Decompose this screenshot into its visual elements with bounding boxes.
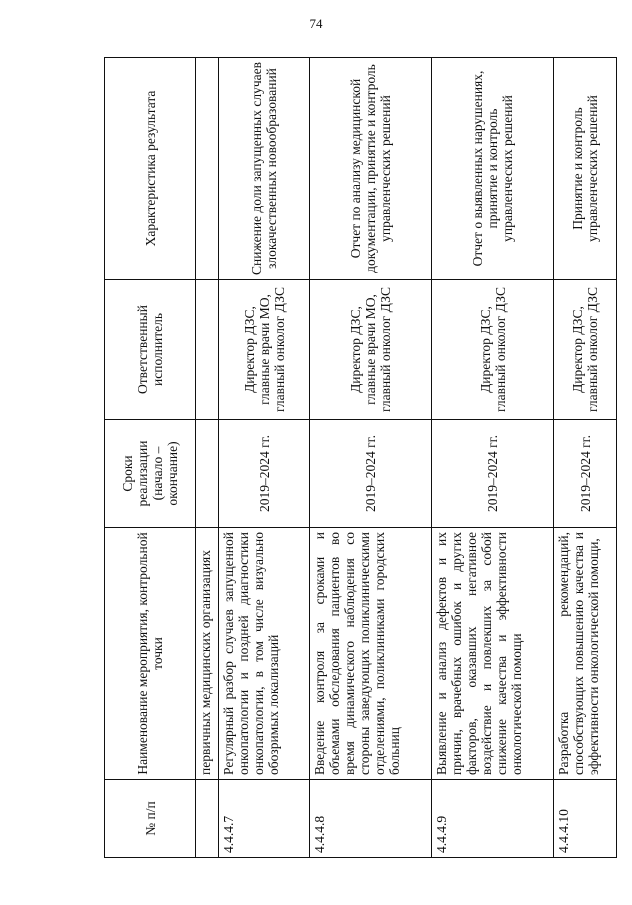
table-row: [432, 58, 554, 858]
table-row-continuation: [196, 58, 219, 858]
cell-dates: 2019–2024 гг.: [554, 420, 617, 528]
table-row: [219, 58, 310, 858]
cell-dates: 2019–2024 гг.: [310, 420, 432, 528]
page-number: 74: [309, 16, 323, 31]
header-result: Характеристика результата: [105, 58, 196, 280]
cell-num: 4.4.4.9: [432, 780, 554, 858]
cell-responsible: Директор ДЗС, главный онколог ДЗС: [432, 280, 554, 420]
cell-result: Отчет по анализу медицинской документации, принятие и контроль управленческих решений: [310, 58, 432, 280]
cell-result: Отчет о выявленных нарушениях, принятие и контроль управленческих решений: [432, 58, 554, 280]
cell-num: 4.4.4.10: [554, 780, 617, 858]
cell-responsible: Директор ДЗС, главный онколог ДЗС: [554, 280, 617, 420]
header-num: № п/п: [105, 780, 196, 858]
cell-dates: 2019–2024 гг.: [219, 420, 310, 528]
table-row: [554, 58, 617, 858]
cell-responsible: Директор ДЗС, главные врачи МО, главный онколог ДЗС: [310, 280, 432, 420]
header-dates: Сроки реализации (начало – окончание): [105, 420, 196, 528]
cell-name: Разработка рекомендаций, способствующих повышению качества и эффективности онкологической помощи,: [554, 528, 617, 780]
cell-dates: [196, 420, 219, 528]
cell-num: 4.4.4.8: [310, 780, 432, 858]
cell-responsible: [196, 280, 219, 420]
cell-name: Введение контроля за сроками и объемами обследования пациентов во время динамического наблюдения со стороны заведующих поликлиническими отделениями, поликлиниками городских больниц: [310, 528, 432, 780]
cell-name: Выявление и анализ дефектов и их причин, врачебных ошибок и других факторов, оказавших негативное воздействие и повлекших за собой снижение качества и эффективности онкологической помощи: [432, 528, 554, 780]
cell-result: Принятие и контроль управленческих решений: [554, 58, 617, 280]
cell-dates: 2019–2024 гг.: [432, 420, 554, 528]
measures-table: [104, 57, 617, 858]
header-responsible: Ответственный исполнитель: [105, 280, 196, 420]
cell-num: [196, 780, 219, 858]
cell-name: Регулярный разбор случаев запущенной онкопатологии и поздней диагностики онкопатологии, в том числе визуально обозримых локализаций: [219, 528, 310, 780]
header-name: Наименование мероприятия, контрольной точки: [105, 528, 196, 780]
cell-name: первичных медицинских организациях: [196, 528, 219, 780]
cell-result: [196, 58, 219, 280]
cell-num: 4.4.4.7: [219, 780, 310, 858]
table-row: [310, 58, 432, 858]
table-header-row: [105, 58, 196, 858]
rotated-table-container: [104, 58, 609, 858]
cell-responsible: Директор ДЗС, главные врачи МО, главный онколог ДЗС: [219, 280, 310, 420]
cell-result: Снижение доли запущенных случаев злокачественных новообразований: [219, 58, 310, 280]
